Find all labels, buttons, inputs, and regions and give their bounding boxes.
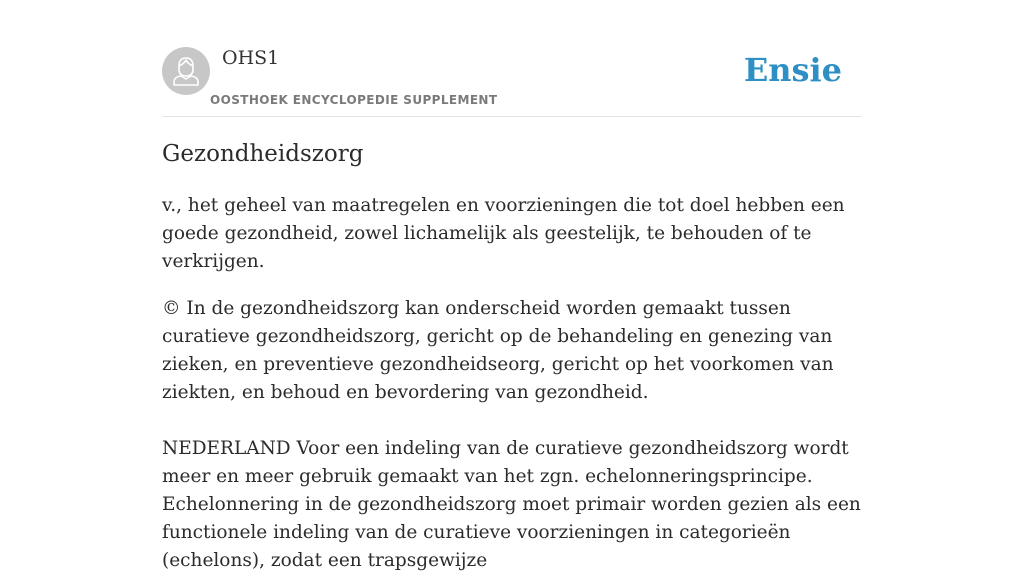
article-header (162, 0, 862, 117)
brand-logo[interactable]: Ensie (743, 51, 842, 89)
article-body: © In de gezondheidszorg kan onderscheid worden gemaakt tussen curatieve gezondheidszorg, gericht op de behandeling en genezing van zieken, en preventieve gezondheidseorg, gericht op het voorkomen van ziekten, en behoud en bevordering van gezondheid. NEDERLAND Voor een indeling van de curatieve gezondheidszorg wordt meer en meer gebruik gemaakt van het zgn. echelonneringsprincipe. Echelonnering in de gezondheidszorg moet primair worden gezien als een functionele indeling van de curatieve voorzieningen in categorieën (echelons), zodat een trapsgewijze (162, 298, 861, 571)
article-title: Gezondheidszorg (162, 141, 364, 167)
user-silhouette-icon (162, 47, 210, 95)
article-content (162, 138, 862, 575)
source-code[interactable]: OHS1 (222, 47, 280, 69)
article-definition: v., het geheel van maatregelen en voorzieningen die tot doel hebben een goede gezondheid, zowel lichamelijk als geestelijk, te behouden of te verkrijgen. (162, 195, 845, 272)
source-avatar[interactable] (162, 47, 210, 95)
source-name[interactable]: OOSTHOEK ENCYCLOPEDIE SUPPLEMENT (210, 93, 498, 107)
